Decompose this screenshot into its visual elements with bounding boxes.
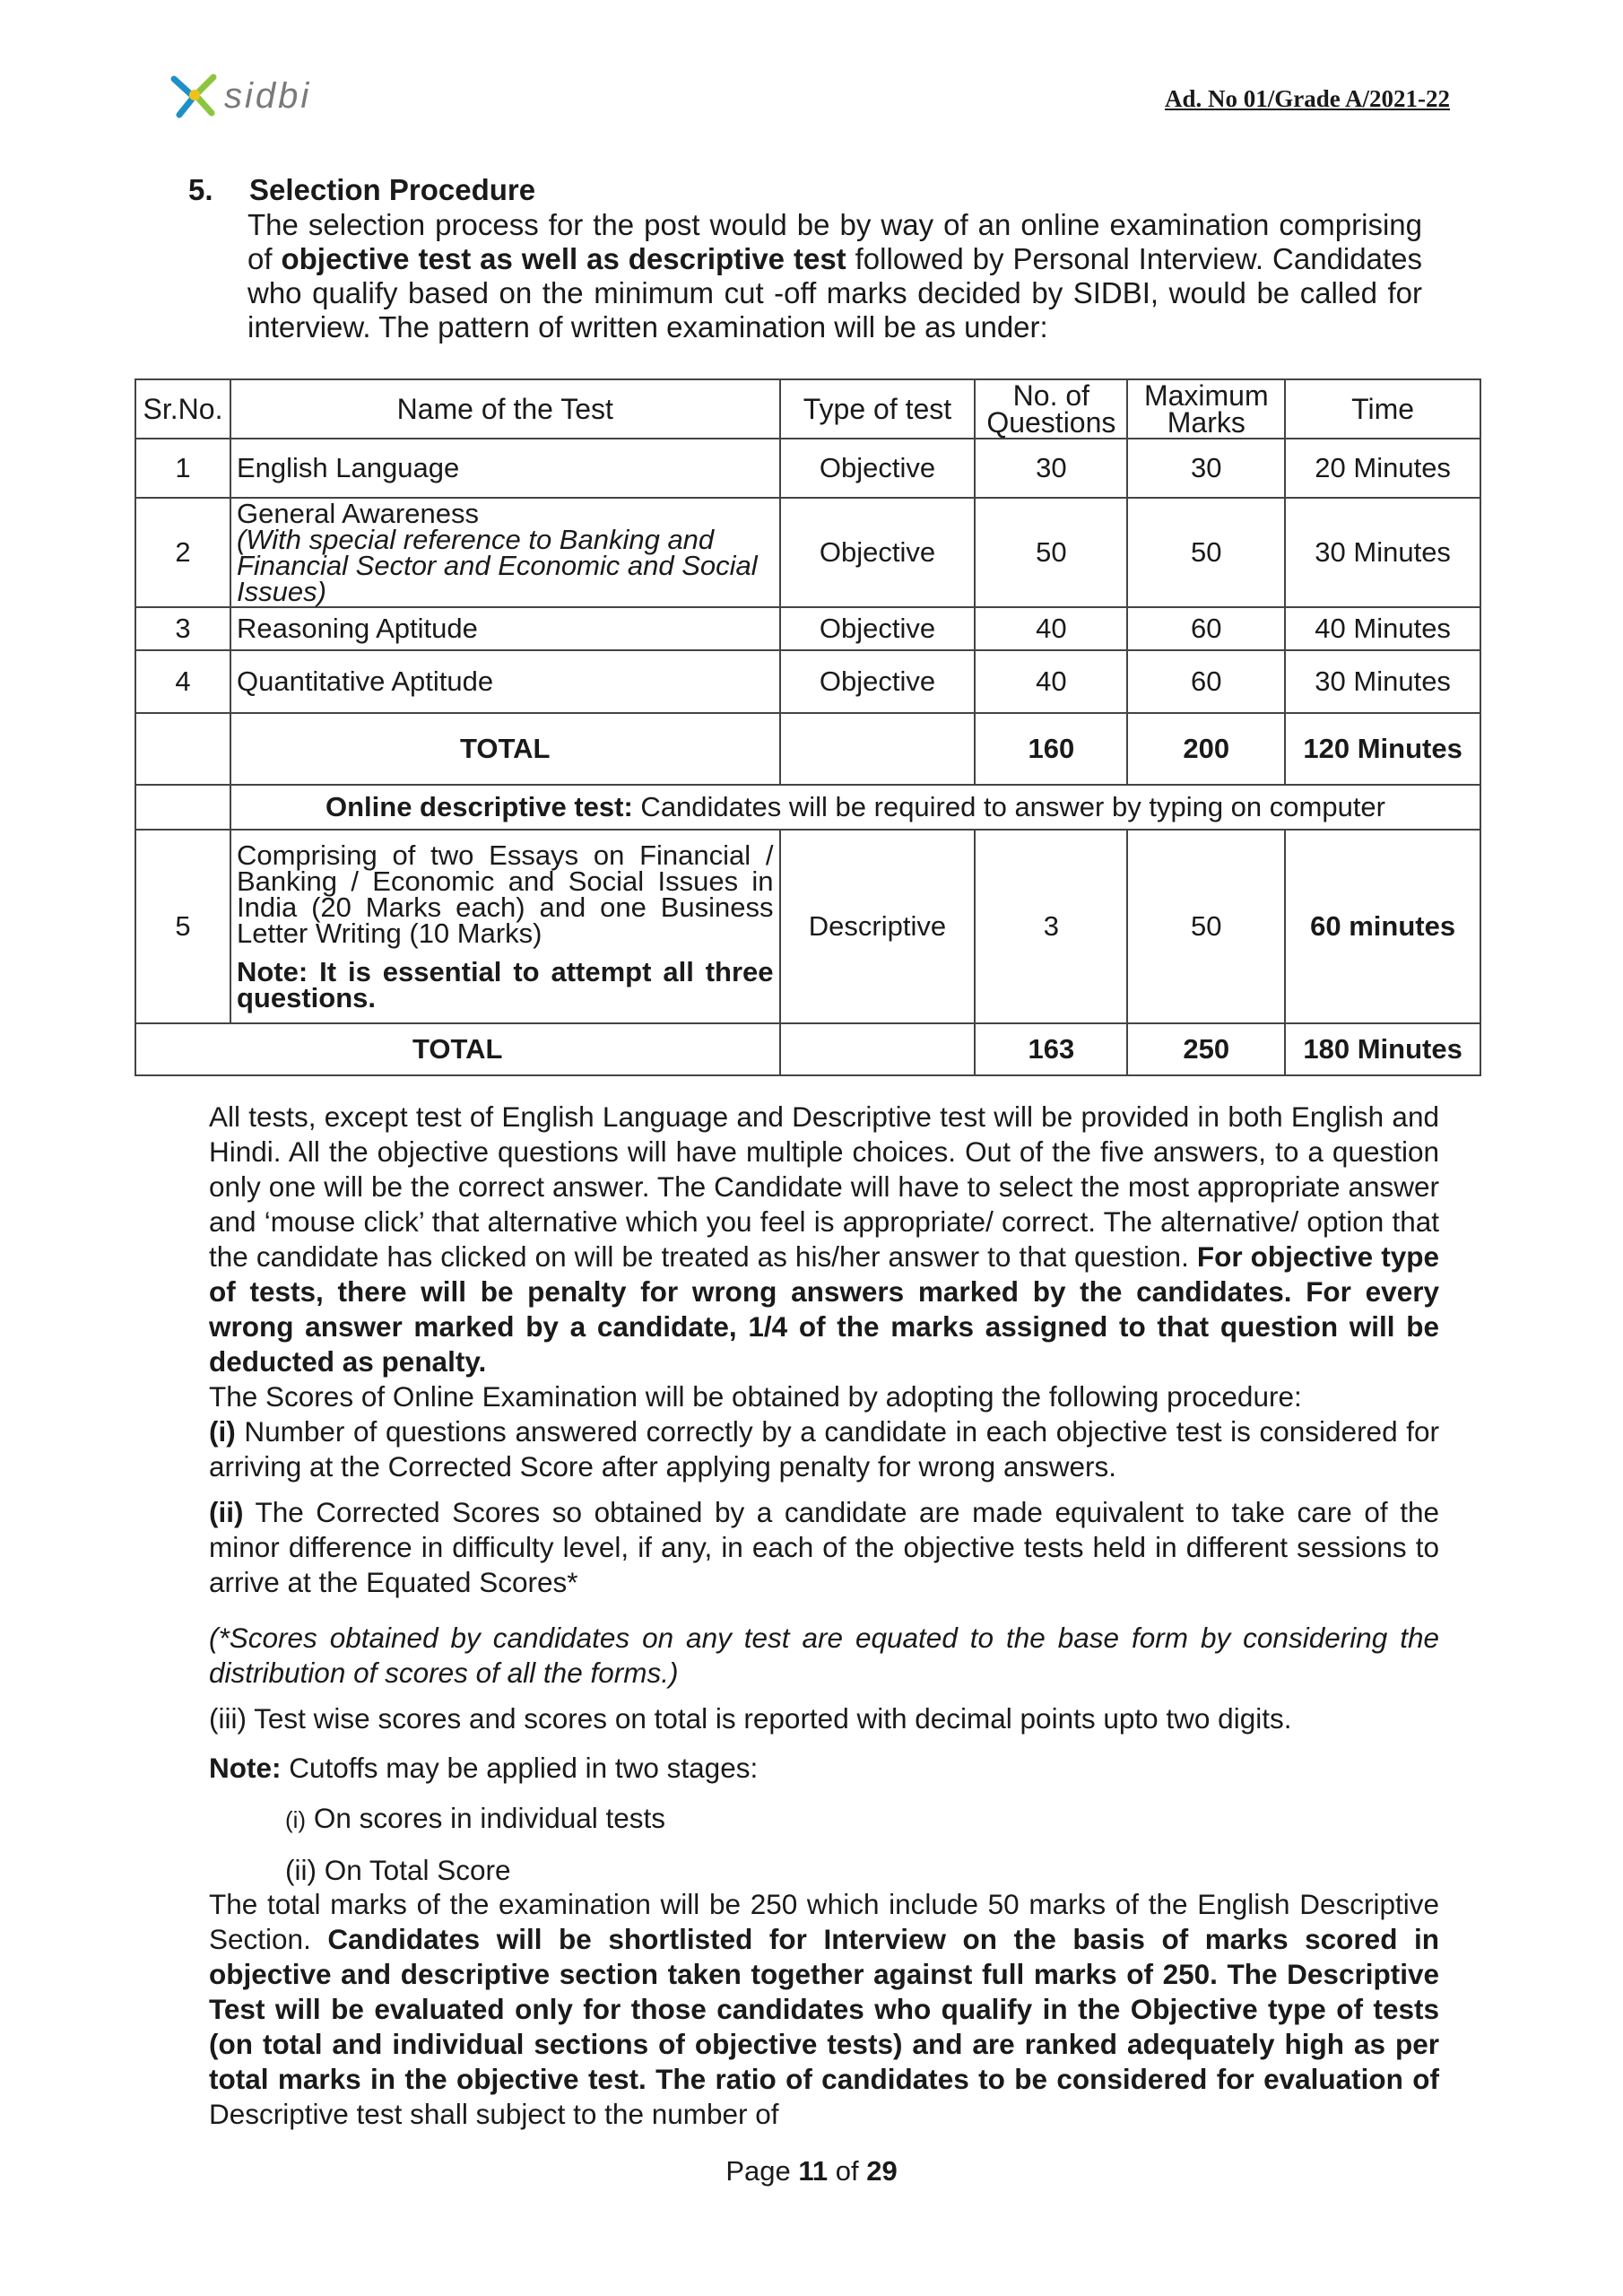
- table-header-row: [135, 379, 1480, 439]
- cell-marks: 60: [1127, 650, 1285, 713]
- cell-empty: [780, 713, 976, 785]
- p7-text: The total marks of the examination will be 250 which include 50 marks of the English Descriptive Section.: [209, 1888, 1439, 1955]
- header-type: Type of test: [780, 379, 976, 439]
- cell-sr: 3: [135, 607, 230, 650]
- cell-sr: 4: [135, 650, 230, 713]
- body-paragraph-7: [209, 1887, 1439, 2132]
- p1-text: All tests, except test of English Language and Descriptive test will be provided in both English and Hindi. All the objective questions will have multiple choices. Out of the five answers, to a question only one will be the correct answer. The Candidate will have to select the most appropriate answer and ‘mouse click’ that alternative which you feel is appropriate/ correct. The alternative/ option that the candidate has clicked on will be treated as his/her answer to that question.: [209, 1100, 1439, 1273]
- cell-sr: 2: [135, 498, 230, 607]
- table-row: [135, 607, 1480, 650]
- cell-questions: 40: [975, 607, 1127, 650]
- logo-text: sidbi: [224, 75, 312, 116]
- cell-type: Objective: [780, 607, 976, 650]
- cutoff-stage-1: [285, 1801, 1092, 1838]
- header-sr: Sr.No.: [135, 379, 230, 439]
- cell-marks: 30: [1127, 439, 1285, 498]
- subtotal-row: [135, 713, 1480, 785]
- cell-time: 20 Minutes: [1285, 439, 1480, 498]
- total-label: TOTAL: [135, 1023, 780, 1075]
- cell-sr: 5: [135, 830, 230, 1023]
- stage1-label: (i): [285, 1806, 307, 1833]
- total-marks: 250: [1127, 1023, 1285, 1075]
- table-row: [135, 830, 1480, 1023]
- cell-sr: 1: [135, 439, 230, 498]
- p1-bold-text: For objective type of tests, there will be penalty for wrong answers marked by the candidates. For every wrong answer marked by a candidate, 1/4 of the marks assigned to that question will be deducted as penalty.: [209, 1240, 1439, 1378]
- cell-empty: [780, 1023, 976, 1075]
- cell-marks: 50: [1127, 830, 1285, 1023]
- p4-text: The Corrected Scores so obtained by a candidate are made equivalent to take care of the minor difference in difficulty level, if any, in each of the objective tests held in different sessions to arrive at the Equated Scores*: [209, 1496, 1439, 1598]
- subtotal-label: TOTAL: [230, 713, 780, 785]
- cell-desc: Comprising of two Essays on Financial / Banking / Economic and Social Issues in India (20 Marks each) and one Business Letter Writing (10 Marks): [236, 839, 774, 949]
- cell-empty: [135, 785, 230, 830]
- cutoff-note: [209, 1751, 1439, 1786]
- total-questions: 163: [975, 1023, 1127, 1075]
- page-label: Page: [725, 2155, 799, 2187]
- descriptive-heading-label: Online descriptive test:: [325, 791, 633, 822]
- table-row: [135, 498, 1480, 607]
- cell-questions: 30: [975, 439, 1127, 498]
- body-paragraph-1: [209, 1100, 1439, 1379]
- cell-marks: 60: [1127, 607, 1285, 650]
- cell-time: 60 minutes: [1285, 830, 1480, 1023]
- cell-questions: 40: [975, 650, 1127, 713]
- cutoff-stage-2: (ii) On Total Score: [285, 1854, 511, 1886]
- page-number: [0, 2155, 1623, 2187]
- cell-name: English Language: [230, 439, 780, 498]
- note-label: Note:: [209, 1752, 282, 1784]
- cell-type: Objective: [780, 498, 976, 607]
- body-paragraph-6: (iii) Test wise scores and scores on total is reported with decimal points upto two digits.: [209, 1702, 1292, 1735]
- page-total: 29: [866, 2155, 898, 2187]
- p3-label: (i): [209, 1415, 236, 1448]
- cell-name-main: General Awareness: [236, 498, 479, 529]
- p3-text: Number of questions answered correctly by a candidate in each objective test is considered for arriving at the Corrected Score after applying penalty for wrong answers.: [209, 1415, 1439, 1483]
- p7-bold-text: Candidates will be shortlisted for Interview on the basis of marks scored in objective and descriptive section taken together against full marks of 250. The Descriptive Test will be evaluated only for those candidates who qualify in the Objective type of tests (on total and individual sections of objective tests) and are ranked adequately high as per total marks in the objective test. The ratio of candidates to be considered for evaluation of: [209, 1923, 1439, 2095]
- cell-time: 40 Minutes: [1285, 607, 1480, 650]
- cell-name-note: (With special reference to Banking and Financial Sector and Economic and Social Issues): [236, 524, 758, 607]
- intro-text-2: followed by Personal Interview. Candidates who qualify based on the minimum cut -off marks decided by SIDBI, would be called for interview. The pattern of written examination will be as under:: [247, 242, 1422, 344]
- p4-label: (ii): [209, 1496, 244, 1528]
- cell-type: Objective: [780, 650, 976, 713]
- subtotal-time: 120 Minutes: [1285, 713, 1480, 785]
- p7-tail-text: Descriptive test shall subject to the number of: [209, 2098, 779, 2130]
- sidbi-logo: [170, 74, 311, 118]
- section-title: Selection Procedure: [249, 173, 536, 206]
- cell-name: [230, 498, 780, 607]
- header-time: Time: [1285, 379, 1480, 439]
- sidbi-logo-icon: [170, 74, 221, 118]
- total-row: [135, 1023, 1480, 1075]
- exam-pattern-table: [135, 378, 1481, 1076]
- descriptive-heading-text: Candidates will be required to answer by typing on computer: [632, 791, 1385, 822]
- section-heading: [188, 173, 535, 207]
- header-questions: No. of Questions: [975, 379, 1127, 439]
- cell-name: Reasoning Aptitude: [230, 607, 780, 650]
- cell-name: [230, 830, 780, 1023]
- cell-time: 30 Minutes: [1285, 650, 1480, 713]
- table-row: [135, 439, 1480, 498]
- cell-marks: 50: [1127, 498, 1285, 607]
- cell-type: Objective: [780, 439, 976, 498]
- note-text: Cutoffs may be applied in two stages:: [281, 1752, 759, 1784]
- page-of: of: [828, 2155, 867, 2187]
- cell-name: Quantitative Aptitude: [230, 650, 780, 713]
- header-marks: Maximum Marks: [1127, 379, 1285, 439]
- body-paragraph-3: [209, 1414, 1439, 1484]
- subtotal-questions: 160: [975, 713, 1127, 785]
- body-paragraph-2: The Scores of Online Examination will be obtained by adopting the following procedure:: [209, 1380, 1302, 1413]
- section-intro: [247, 208, 1422, 344]
- section-number: 5.: [188, 173, 213, 206]
- intro-bold-text: objective test as well as descriptive test: [281, 242, 846, 275]
- stage1-text: On scores in individual tests: [306, 1802, 666, 1834]
- cell-type: Descriptive: [780, 830, 976, 1023]
- body-paragraph-5: (*Scores obtained by candidates on any test are equated to the base form by considering the distribution of scores of all the forms.): [209, 1622, 1439, 1689]
- cell-empty: [135, 713, 230, 785]
- total-time: 180 Minutes: [1285, 1023, 1480, 1075]
- intro-text: The selection process for the post would be by way of an online examination comprising of: [247, 208, 1422, 275]
- body-paragraph-4: [209, 1495, 1439, 1600]
- header-name: Name of the Test: [230, 379, 780, 439]
- cell-time: 30 Minutes: [1285, 498, 1480, 607]
- cell-note: Note: It is essential to attempt all three questions.: [236, 956, 774, 1013]
- ad-number: Ad. No 01/Grade A/2021-22: [1164, 85, 1450, 112]
- page-current: 11: [798, 2155, 829, 2187]
- cell-questions: 3: [975, 830, 1127, 1023]
- subtotal-marks: 200: [1127, 713, 1285, 785]
- descriptive-heading-row: [135, 785, 1480, 830]
- cell-questions: 50: [975, 498, 1127, 607]
- table-row: [135, 650, 1480, 713]
- descriptive-heading: [230, 785, 1480, 830]
